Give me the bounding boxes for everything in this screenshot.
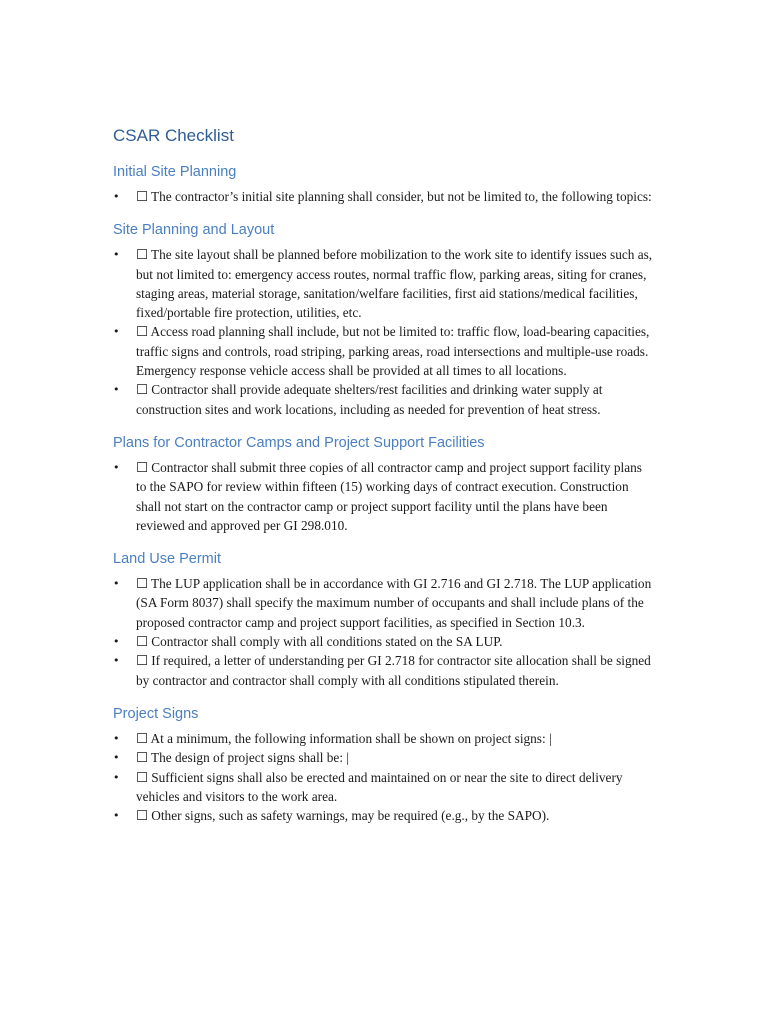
section <box>113 220 768 419</box>
checklist <box>113 729 653 825</box>
checklist-item-text: ☐ The LUP application shall be in accordance with GI 2.716 and GI 2.718. The LUP application (SA Form 8037) shall specify the maximum number of occupants and shall include plans of the proposed contractor camp and project support facilities, as specified in Section 10.3. <box>136 576 652 630</box>
section <box>113 433 768 535</box>
checklist <box>113 458 653 535</box>
section <box>113 549 768 690</box>
checklist-item-text: ☐ The site layout shall be planned before mobilization to the work site to identify issues such as, but not limited to: emergency access routes, normal traffic flow, parking areas, siting for cranes, staging areas, material storage, sanitation/welfare facilities, first aid stations/medical facilities, fixed/portable fire protection, utilities, etc. <box>136 247 653 321</box>
sections-container <box>113 162 768 825</box>
checklist-item-text: ☐ If required, a letter of understanding per GI 2.718 for contractor site allocation shall be signed by contractor and contractor shall comply with all conditions stipulated therein. <box>136 653 651 688</box>
checklist <box>113 574 653 690</box>
checklist-item <box>113 748 653 767</box>
bullet-icon: • <box>113 383 120 397</box>
section-heading: Site Planning and Layout <box>113 222 275 239</box>
checklist-item-text: ☐ Access road planning shall include, but not be limited to: traffic flow, load-bearing capacities, traffic signs and controls, road striping, parking areas, road intersections and multiple-use roads. Emergency response vehicle access shall be provided at all times to all locations. <box>136 324 650 379</box>
checklist <box>113 245 653 419</box>
bullet-icon: • <box>113 770 120 784</box>
section-heading: Plans for Contractor Camps and Project Support Facilities <box>113 434 485 451</box>
checklist-item-text: ☐ Other signs, such as safety warnings, may be required (e.g., by the SAPO). <box>136 808 550 824</box>
checklist-item <box>113 806 653 825</box>
section-heading: Land Use Permit <box>113 551 221 568</box>
bullet-icon: • <box>113 635 120 649</box>
checklist-item <box>113 574 653 632</box>
bullet-icon: • <box>113 809 120 823</box>
checklist-item <box>113 768 653 807</box>
section <box>113 704 768 825</box>
checklist-item-text: ☐ The design of project signs shall be: | <box>136 750 350 766</box>
bullet-icon: • <box>113 654 120 668</box>
checklist-item <box>113 632 653 651</box>
checklist <box>113 187 653 206</box>
section-heading: Initial Site Planning <box>113 164 237 180</box>
bullet-icon: • <box>113 577 120 591</box>
checklist-item-text: ☐ The contractor’s initial site planning shall consider, but not be limited to, the following topics: <box>136 189 652 204</box>
checklist-item <box>113 651 653 690</box>
bullet-icon: • <box>113 731 120 745</box>
section <box>113 162 768 206</box>
bullet-icon: • <box>113 751 120 765</box>
checklist-item-text: ☐ At a minimum, the following information shall be shown on project signs: | <box>136 730 552 746</box>
checklist-item <box>113 245 653 322</box>
checklist-item-text: ☐ Contractor shall comply with all conditions stated on the SA LUP. <box>136 634 503 650</box>
checklist-item <box>113 187 653 206</box>
bullet-icon: • <box>113 325 120 339</box>
checklist-item <box>113 729 653 748</box>
checklist-item <box>113 322 653 380</box>
checklist-item-text: ☐ Sufficient signs shall also be erected and maintained on or near the site to direct delivery vehicles and visitors to the work area. <box>136 769 623 804</box>
checklist-item-text: ☐ Contractor shall submit three copies of all contractor camp and project support facility plans to the SAPO for review within fifteen (15) working days of contract execution. Construction shall not start on the contractor camp or project support facility until the plans have been reviewed and approved per GI 298.010. <box>136 459 642 533</box>
checklist-item-text: ☐ Contractor shall provide adequate shelters/rest facilities and drinking water supply at construction sites and work locations, including as needed for prevention of heat stress. <box>136 382 603 417</box>
bullet-icon: • <box>113 190 120 203</box>
checklist-item <box>113 458 653 535</box>
checklist-item <box>113 380 653 419</box>
bullet-icon: • <box>113 248 120 262</box>
section-heading: Project Signs <box>113 705 199 722</box>
page-title: CSAR Checklist <box>113 126 234 145</box>
bullet-icon: • <box>113 460 120 474</box>
